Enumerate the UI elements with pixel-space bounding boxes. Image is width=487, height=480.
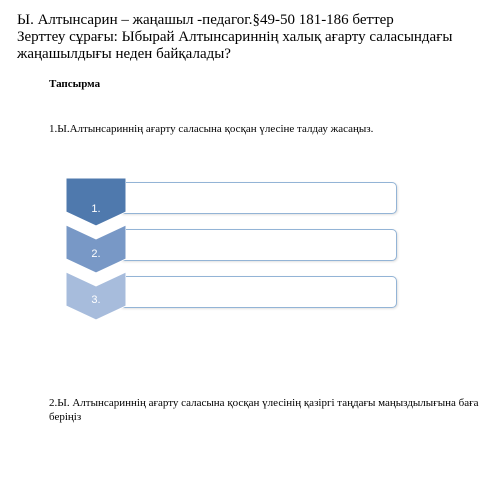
heading-line-1: Ы. Алтынсарин – жаңашыл -педагог.§49-50 181-186 беттер xyxy=(17,12,394,28)
chevron-label-1: 1. xyxy=(91,203,101,215)
chevron-label-3: 3. xyxy=(91,294,101,306)
heading-line-2: Зерттеу сұрағы: Ыбырай Алтынсариннің халық ағарту саласындағы xyxy=(17,29,453,45)
answer-box-2[interactable] xyxy=(118,229,397,261)
task-title: Тапсырма xyxy=(49,78,101,90)
answer-box-1[interactable] xyxy=(118,182,397,214)
chevron-fill-1 xyxy=(66,178,126,226)
heading-line-3: жаңашылдығы неден байқалады? xyxy=(17,46,231,62)
chevron-label-2: 2. xyxy=(91,248,101,260)
answer-box-3[interactable] xyxy=(118,276,397,308)
document-heading xyxy=(17,12,477,63)
chevron-list-diagram xyxy=(66,178,404,328)
question-2: 2.Ы. Алтынсариннің ағарту саласына қосқан үлесінің қазіргі таңдағы маңыздылығына баға беріңіз xyxy=(49,397,479,423)
question-1: 1.Ы.Алтынсариннің ағарту саласына қосқан үлесіне талдау жасаңыз. xyxy=(49,123,374,135)
chevron-shape-1 xyxy=(66,178,126,226)
